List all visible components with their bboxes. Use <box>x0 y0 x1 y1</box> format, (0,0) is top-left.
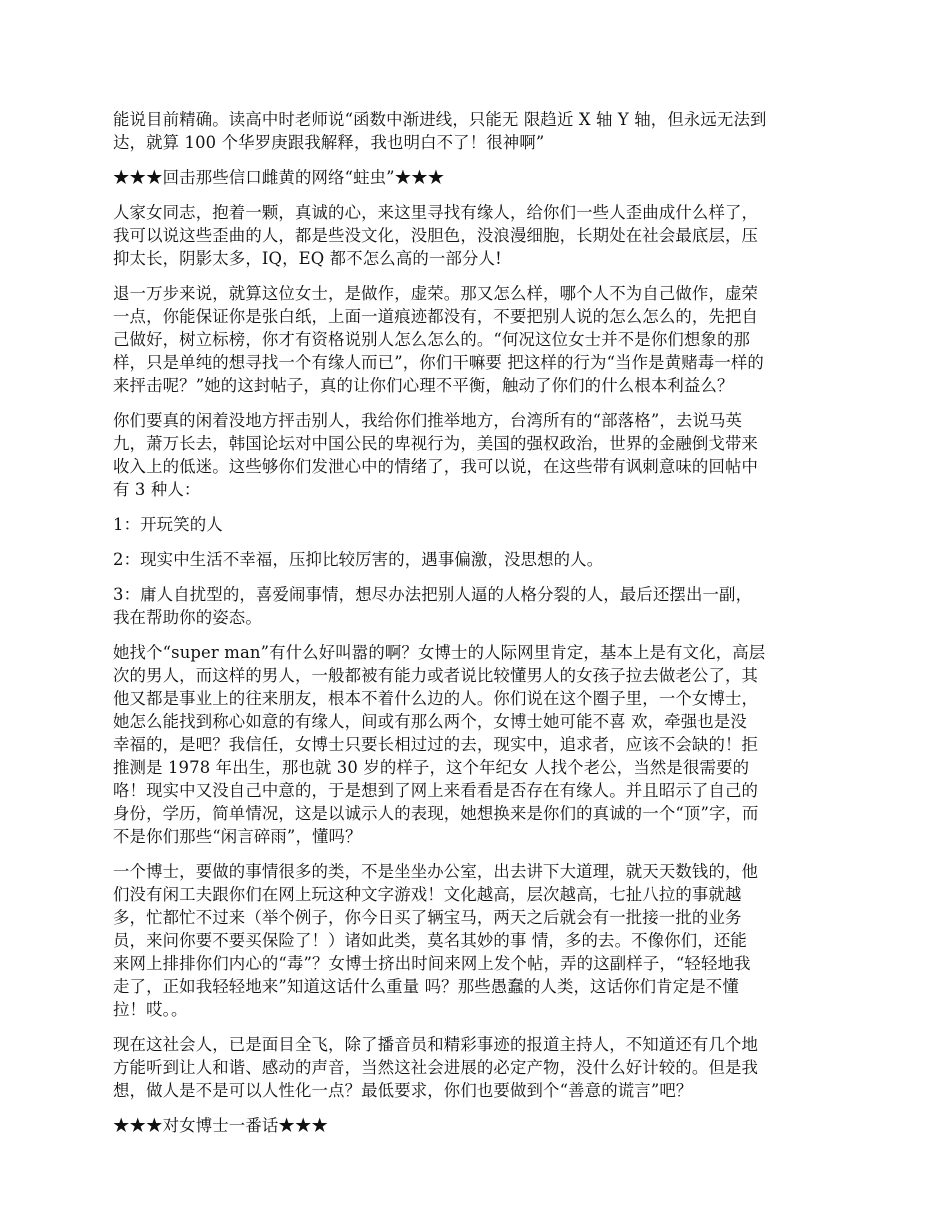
paragraph-sincere-woman: 人家女同志，抱着一颗，真诚的心，来这里寻找有缘人，给你们一些人歪曲成什么样了， 我可以说这些歪曲的人，都是些没文化，没胆色，没浪漫细胞，长期处在社会最底层，压 抑太长，阴影太多，IQ，EQ 都不怎么高的一部分人! <box>113 203 759 268</box>
list-item-type-1: 1：开玩笑的人 <box>113 515 223 534</box>
paragraph-vent-elsewhere: 你们要真的闲着没地方抨击别人，我给你们推举地方，台湾所有的“部落格”，去说马英 九，萧万长去，韩国论坛对中国公民的卑视行为，美国的强权政治，世界的金融倒戈带来 收入上的低迷。这些够你们发泄心中的情绪了，我可以说，在这些带有讽刺意味的回帖中 有 3 种人： <box>113 411 759 499</box>
paragraph-step-back: 退一万步来说，就算这位女士，是做作，虚荣。那又怎么样，哪个人不为自己做作，虚荣 一点，你能保证你是张白纸，上面一道痕迹都没有，不要把别人说的怎么怎么的，先把自 己做好，树立标榜，你才有资格说别人怎么怎么的。“何况这位女士并不是你们想象的那 样，只是单纯的想寻找一个有缘人而已”，你们干嘛要 把这样的行为“当作是黄赌毒一样的 来抨击呢？”她的这封帖子，真的让你们心理不平衡，触动了你们的什么根本利益么？ <box>113 284 764 395</box>
paragraph-super-man: 她找个“super man”有什么好叫嚣的啊？女博士的人际网里肯定，基本上是有文化，高层 次的男人，而这样的男人，一般都被有能力或者说比较懂男人的女孩子拉去做老公了，其 他又都是事业上的往来朋友，根本不着什么边的人。你们说在这个圈子里，一个女博士， 她怎么能找到称心如意的有缘人，间或有那么两个，女博士她可能不喜 欢，牵强也是没 幸福的，是吧？我信任，女博士只要长相过过的去，现实中，追求者，应该不会缺的！拒 推测是 1978 年出生，那也就 30 岁的样子，这个年纪女 人找个老公，当然是很需要的 咯！现实中又没自己中意的，于是想到了网上来看看是否存在有缘人。并且昭示了自己的 身份，学历，简单情况，这是以诚示人的表现，她想换来是你们的真诚的一个“顶”字，而 不是你们那些“闲言碎雨”，懂吗？ <box>113 643 766 846</box>
section-heading-rebuttal: ★★★回击那些信口雌黄的网络“蛀虫”★★★ <box>113 168 445 187</box>
paragraph-society: 现在这社会人，已是面目全飞，除了播音员和精彩事迹的报道主持人，不知道还有几个地 方能听到让人和谐、感动的声音，当然这社会进展的必定产物，没什么好计较的。但是我 想，做人是不是可以人性化一点？最低要求，你们也要做到个“善意的谎言”吧？ <box>113 1035 759 1100</box>
paragraph-intro-continuation: 能说目前精确。读高中时老师说“函数中渐进线，只能无 限趋近 X 轴 Y 轴，但永远无法到 达，就算 100 个华罗庚跟我解释，我也明白不了！很神啊” <box>113 110 767 152</box>
list-item-type-3: 3：庸人自扰型的，喜爱闹事情，想尽办法把别人逼的人格分裂的人，最后还摆出一副， 我在帮助你的姿态。 <box>113 585 753 627</box>
section-heading-to-doctor: ★★★对女博士一番话★★★ <box>113 1116 329 1135</box>
document-body <box>113 108 840 1149</box>
list-item-type-2: 2：现实中生活不幸福，压抑比较厉害的，遇事偏激，没思想的人。 <box>113 550 604 569</box>
paragraph-doctor-busy: 一个博士，要做的事情很多的类，不是坐坐办公室，出去讲下大道理，就天天数钱的，他 们没有闲工夫跟你们在网上玩这种文字游戏！文化越高，层次越高，七扯八拉的事就越 多，忙都忙不过来（举个例子，你今日买了辆宝马，两天之后就会有一批接一批的业务 员，来问你要不要买保险了！）诸如此类，莫名其妙的事 情，多的去。不像你们，还能 来网上排排你们内心的“毒”？女博士挤出时间来网上发个帖，弄的这副样子，“轻轻地我 走了，正如我轻轻地来”知道这话什么重量 吗？那些愚蠢的人类，这话你们肯定是不懂 拉！哎。。 <box>113 862 759 1019</box>
